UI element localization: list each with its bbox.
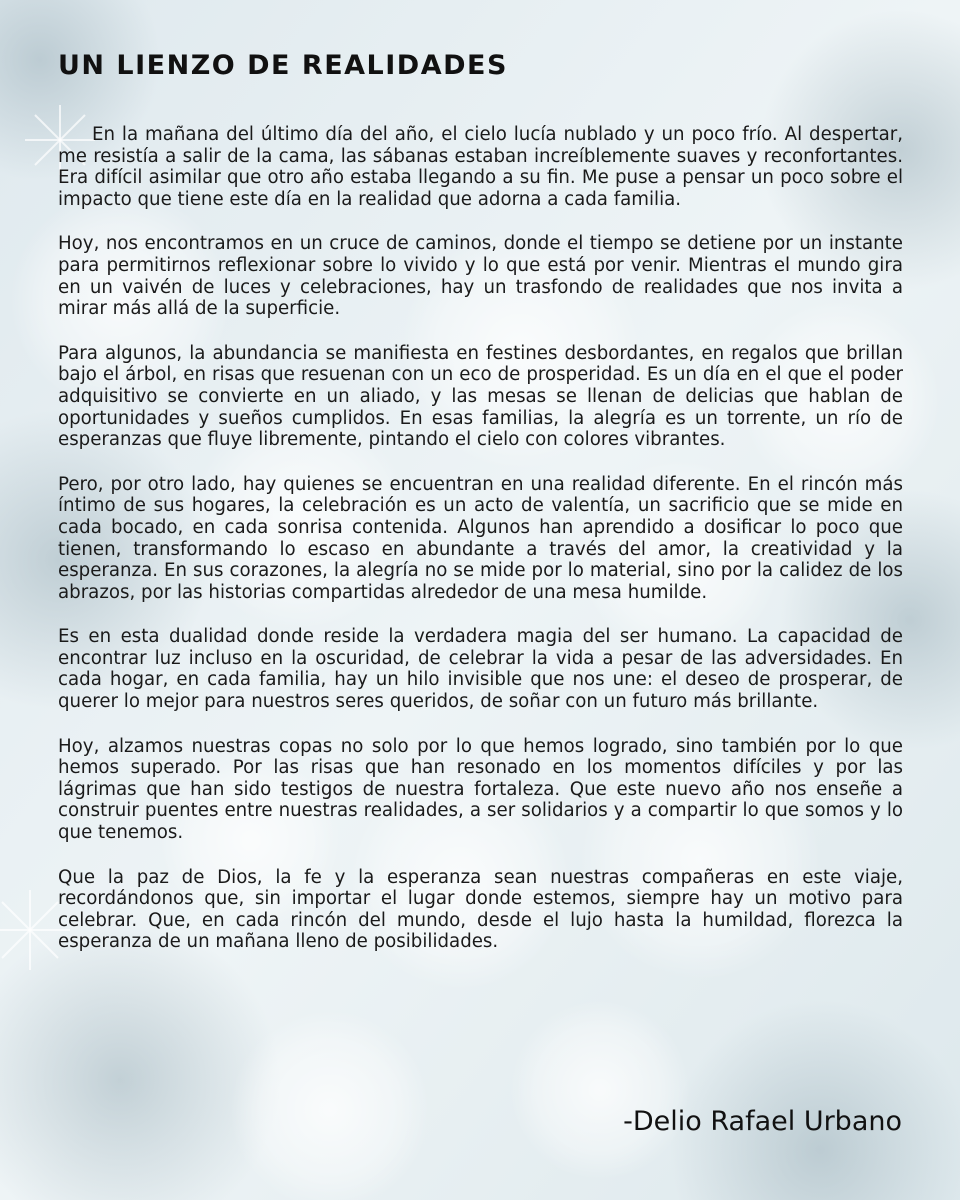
paragraph: Hoy, alzamos nuestras copas no solo por lo que hemos logrado, sino también por lo que hemos superado. Por las risas que han resonado en los momentos difíciles y por las lágrimas que han sido testigos de nuestra fortaleza. Que este nuevo año nos enseñe a construir puentes entre nuestras realidades, a ser solidarios y a compartir lo que somos y lo que tenemos. [58, 735, 903, 844]
author-signature: -Delio Rafael Urbano [623, 1106, 902, 1137]
paragraph: Que la paz de Dios, la fe y la esperanza sean nuestras compañeras en este viaje, recordándonos que, sin importar el lugar donde estemos, siempre hay un motivo para celebrar. Que, en cada rincón del mundo, desde el lujo hasta la humildad, florezca la esperanza de un mañana lleno de posibilidades. [58, 866, 903, 953]
document-body [58, 124, 903, 976]
paragraph: Es en esta dualidad donde reside la verdadera magia del ser humano. La capacidad de encontrar luz incluso en la oscuridad, de celebrar la vida a pesar de las adversidades. En cada hogar, en cada familia, hay un hilo invisible que nos une: el deseo de prosperar, de querer lo mejor para nuestros seres queridos, de soñar con un futuro más brillante. [58, 626, 903, 713]
paragraph: En la mañana del último día del año, el cielo lucía nublado y un poco frío. Al despertar, me resistía a salir de la cama, las sábanas estaban increíblemente suaves y reconfortantes. Era difícil asimilar que otro año estaba llegando a su fin. Me puse a pensar un poco sobre el impacto que tiene este día en la realidad que adorna a cada familia. [58, 124, 903, 210]
paragraph: Hoy, nos encontramos en un cruce de caminos, donde el tiempo se detiene por un instante para permitirnos reflexionar sobre lo vivido y lo que está por venir. Mientras el mundo gira en un vaivén de luces y celebraciones, hay un trasfondo de realidades que nos invita a mirar más allá de la superficie. [58, 233, 903, 320]
document-title: UN LIENZO DE REALIDADES [58, 50, 508, 81]
paragraph: Pero, por otro lado, hay quienes se encuentran en una realidad diferente. En el rincón más íntimo de sus hogares, la celebración es un acto de valentía, un sacrificio que se mide en cada bocado, en cada sonrisa contenida. Algunos han aprendido a dosificar lo poco que tienen, transformando lo escaso en abundante a través del amor, la creatividad y la esperanza. En sus corazones, la alegría no se mide por lo material, sino por la calidez de los abrazos, por las historias compartidas alrededor de una mesa humilde. [58, 473, 903, 603]
paragraph: Para algunos, la abundancia se manifiesta en festines desbordantes, en regalos que brillan bajo el árbol, en risas que resuenan con un eco de prosperidad. Es un día en el que el poder adquisitivo se convierte en un aliado, y las mesas se llenan de delicias que hablan de oportunidades y sueños cumplidos. En esas familias, la alegría es un torrente, un río de esperanzas que fluye libremente, pintando el cielo con colores vibrantes. [58, 342, 903, 451]
